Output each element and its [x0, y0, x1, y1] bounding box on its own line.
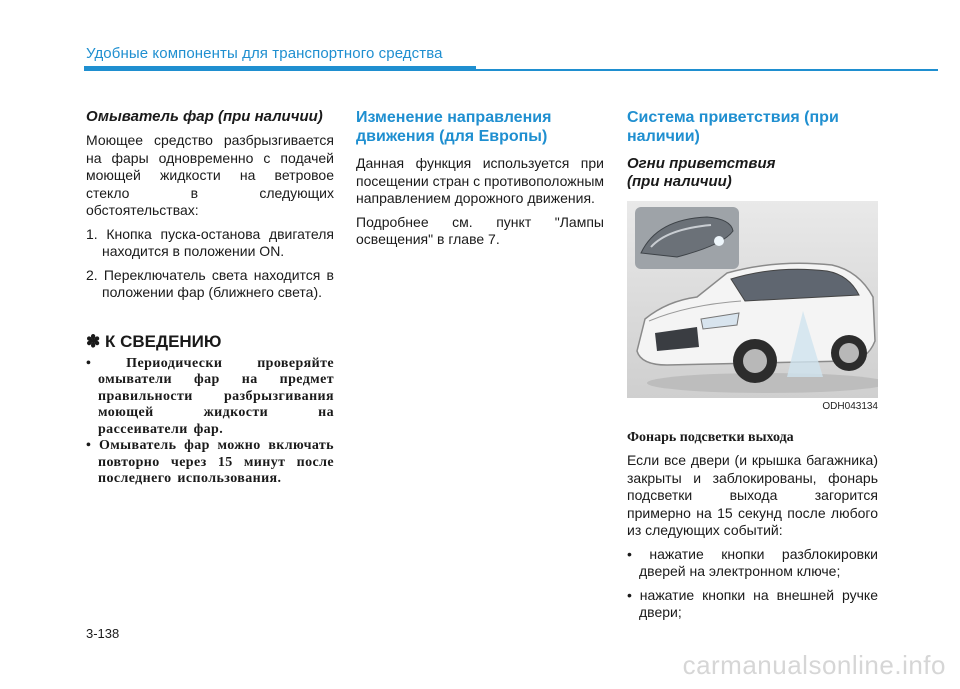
event-item: • нажатие кнопки на внешней ручке двери;	[627, 586, 878, 620]
traffic-direction-reference: Подробнее см. пункт "Лампы освещения" в главе 7.	[356, 213, 604, 247]
note-list	[86, 356, 334, 488]
header-rule-thin	[476, 69, 938, 71]
note-item: • Омыватель фар можно включать повторно через 15 минут после последнего использования.	[86, 438, 334, 486]
note-item: • Периодически проверяйте омыватели фар на предмет правильности разбрызгивания моющей жидкости на рассеиватели фар.	[86, 355, 334, 437]
page-number: 3-138	[86, 626, 120, 641]
welcome-lights-subheading: Огни приветствия	[627, 155, 776, 172]
header-title: Удобные компоненты для транспортного средства	[86, 45, 443, 62]
traffic-direction-paragraph: Данная функция используется при посещении стран с противоположным направлением дорожного движения.	[356, 155, 605, 206]
column-middle	[356, 108, 604, 255]
watermark: carmanualsonline.info	[682, 650, 946, 680]
event-list	[627, 546, 878, 622]
car-illustration-svg	[627, 201, 878, 398]
welcome-lights-subheading-2: (при наличии)	[627, 173, 732, 190]
car-welcome-light-illustration	[627, 201, 878, 398]
traffic-direction-heading: Изменение направления движения (для Европы)	[356, 109, 552, 145]
condition-item: 1. Кнопка пуска-останова двигателя находится в положении ON.	[86, 225, 334, 259]
event-item: • нажатие кнопки разблокировки дверей на электронном ключе;	[627, 545, 878, 579]
condition-item: 2. Переключатель света находится в положении фар (ближнего света).	[86, 266, 334, 300]
header-rule-thick	[84, 66, 476, 71]
column-right	[627, 108, 878, 628]
note-heading: ✽ К СВЕДЕНИЮ	[86, 331, 222, 351]
image-code-label: ODH043134	[822, 401, 878, 412]
exit-light-heading: Фонарь подсветки выхода	[627, 430, 794, 445]
column-left	[86, 108, 334, 488]
headlamp-washer-intro: Моющее средство разбрызгивается на фары одновременно с подачей моющей жидкости на ветровое стекло в следующих обстоятельствах:	[86, 132, 334, 218]
condition-list	[86, 226, 334, 302]
mirror-inset	[635, 207, 739, 269]
exit-light-paragraph: Если все двери (и крышка багажника) закрыты и заблокированы, фонарь подсветки выхода загорится примерно на 15 секунд после любого из следующих событий:	[627, 452, 878, 538]
headlamp-washer-heading: Омыватель фар (при наличии)	[86, 108, 323, 125]
welcome-system-heading: Система приветствия (при наличии)	[627, 109, 839, 145]
